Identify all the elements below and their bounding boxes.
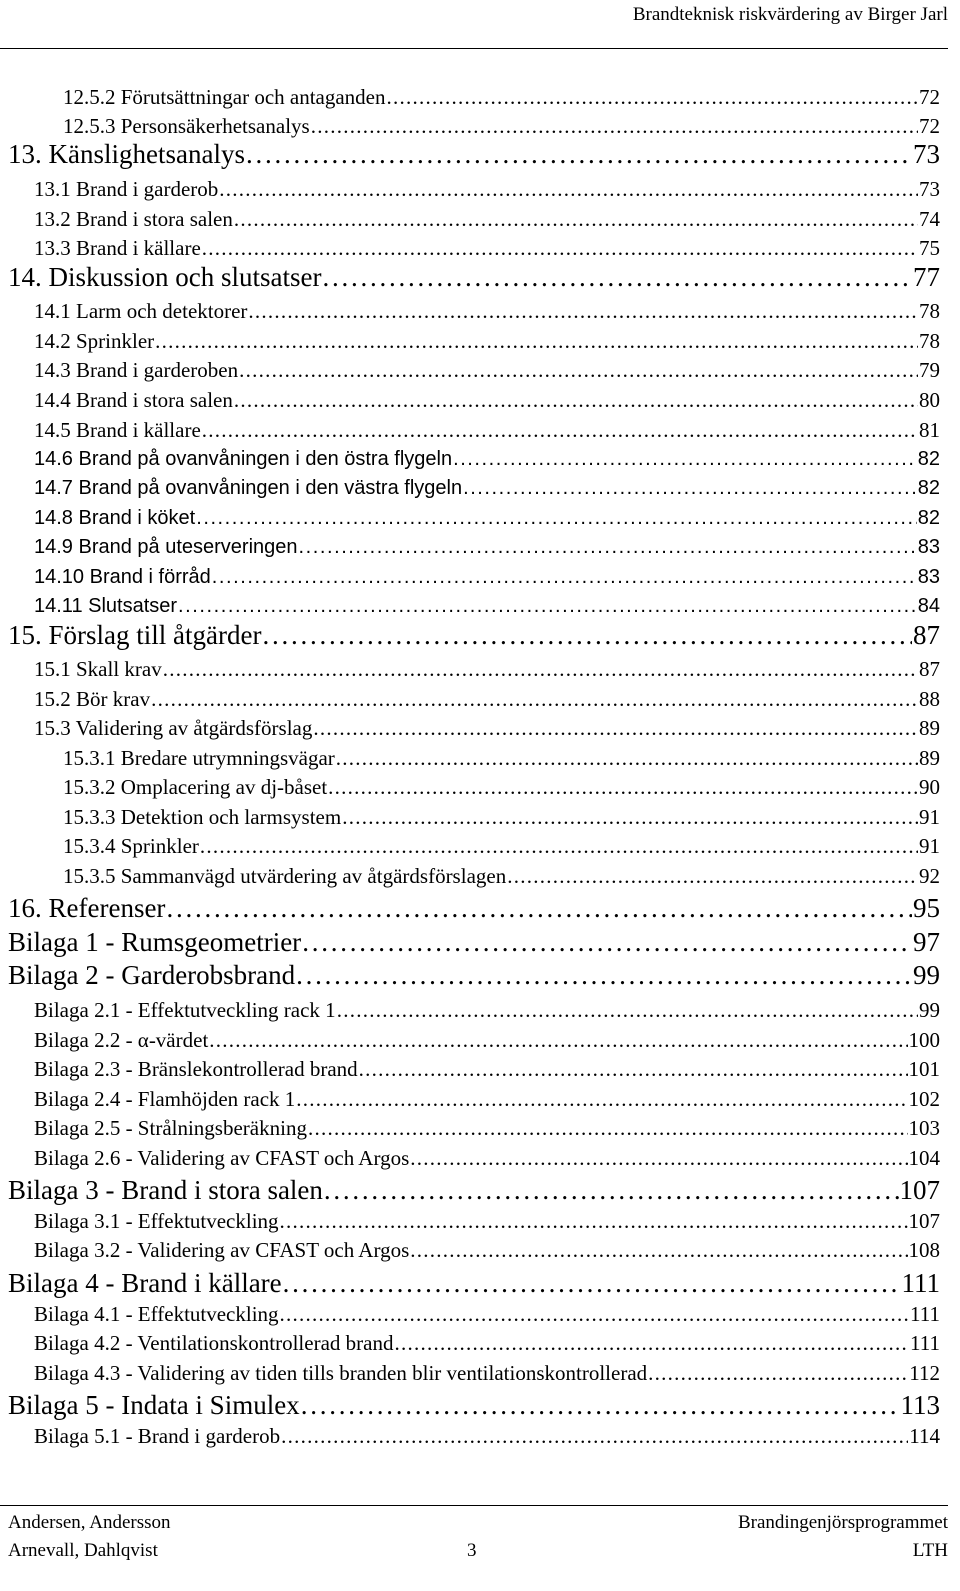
- toc-entry-page: 89: [919, 716, 940, 740]
- page-footer: [0, 1505, 948, 1561]
- toc-entry[interactable]: [34, 446, 940, 473]
- toc-entry-label: Bilaga 5 - Indata i Simulex: [8, 1390, 300, 1420]
- toc-entry-label: 15. Förslag till åtgärder: [8, 620, 262, 650]
- toc-entry[interactable]: [63, 113, 940, 140]
- toc-leader-dots: [248, 298, 918, 325]
- toc-entry-label: 12.5.3 Personsäkerhetsanalys: [63, 114, 310, 138]
- toc-leader-dots: [262, 619, 912, 651]
- toc-entry-page: 80: [919, 388, 940, 412]
- toc-entry-page: 87: [919, 657, 940, 681]
- toc-entry-page: 73: [919, 177, 940, 201]
- toc-entry-page: 101: [908, 1057, 940, 1081]
- toc-entry-page: 91: [919, 805, 940, 829]
- toc-entry[interactable]: [34, 1086, 940, 1113]
- toc-entry-page: 82: [917, 507, 940, 529]
- toc-entry-label: Bilaga 2.3 - Bränslekontrollerad brand: [34, 1057, 358, 1081]
- toc-entry-label: Bilaga 2 - Garderobsbrand: [8, 960, 296, 990]
- footer-institution: LTH: [912, 1540, 948, 1561]
- toc-entry-page: 89: [919, 746, 940, 770]
- toc-entry[interactable]: [8, 138, 940, 170]
- toc-entry-label: 14.10 Brand i förråd: [34, 566, 211, 588]
- toc-entry[interactable]: [8, 959, 940, 991]
- toc-entry-page: 82: [917, 448, 940, 470]
- toc-entry-page: 74: [919, 207, 940, 231]
- toc-entry[interactable]: [8, 1389, 940, 1421]
- toc-entry[interactable]: [34, 656, 940, 683]
- toc-entry[interactable]: [63, 745, 940, 772]
- toc-entry-page: 91: [919, 834, 940, 858]
- toc-leader-dots: [219, 176, 918, 203]
- toc-entry-page: 88: [919, 687, 940, 711]
- toc-entry-label: 15.3.1 Bredare utrymningsvägar: [63, 746, 335, 770]
- toc-entry-label: 12.5.2 Förutsättningar och antaganden: [63, 85, 386, 109]
- toc-leader-dots: [342, 804, 918, 831]
- toc-entry-page: 75: [919, 236, 940, 260]
- toc-leader-dots: [463, 475, 917, 502]
- toc-entry-label: 15.3.2 Omplacering av dj-båset: [63, 775, 328, 799]
- toc-entry[interactable]: [34, 1145, 940, 1172]
- toc-entry-label: 15.3.3 Detektion och larmsystem: [63, 805, 342, 829]
- toc-entry[interactable]: [34, 328, 940, 355]
- toc-leader-dots: [209, 1027, 907, 1054]
- toc-leader-dots: [410, 1145, 907, 1172]
- toc-entry-page: 107: [908, 1209, 940, 1233]
- toc-entry-page: 114: [909, 1424, 940, 1448]
- toc-leader-dots: [324, 1174, 899, 1206]
- page-number: 3: [467, 1540, 477, 1561]
- toc-entry[interactable]: [34, 1330, 940, 1357]
- toc-leader-dots: [507, 863, 918, 890]
- toc-entry-label: 14.1 Larm och detektorer: [34, 299, 248, 323]
- toc-leader-dots: [299, 534, 917, 561]
- toc-entry-page: 83: [917, 536, 940, 558]
- toc-entry-page: 97: [913, 927, 940, 957]
- toc-leader-dots: [281, 1423, 908, 1450]
- toc-leader-dots: [301, 1389, 900, 1421]
- toc-leader-dots: [453, 446, 917, 473]
- toc-entry-label: Bilaga 1 - Rumsgeometrier: [8, 927, 302, 957]
- toc-entry-label: Bilaga 2.5 - Strålningsberäkning: [34, 1116, 307, 1140]
- toc-leader-dots: [234, 387, 918, 414]
- toc-entry-page: 111: [910, 1331, 940, 1355]
- toc-entry[interactable]: [63, 863, 940, 890]
- toc-entry-label: 13.2 Brand i stora salen: [34, 207, 233, 231]
- toc-leader-dots: [337, 997, 918, 1024]
- toc-entry-label: Bilaga 4.2 - Ventilationskontrollerad brand: [34, 1331, 394, 1355]
- toc-entry[interactable]: [34, 387, 940, 414]
- toc-entry[interactable]: [8, 892, 940, 924]
- toc-entry-label: Bilaga 2.1 - Effektutveckling rack 1: [34, 998, 336, 1022]
- toc-entry[interactable]: [34, 298, 940, 325]
- toc-leader-dots: [239, 357, 918, 384]
- toc-leader-dots: [394, 1330, 909, 1357]
- toc-leader-dots: [328, 774, 918, 801]
- toc-entry-page: 111: [910, 1302, 940, 1326]
- toc-entry[interactable]: [8, 926, 940, 958]
- toc-entry[interactable]: [34, 357, 940, 384]
- toc-entry-label: 15.1 Skall krav: [34, 657, 162, 681]
- toc-leader-dots: [311, 113, 918, 140]
- toc-entry[interactable]: [34, 593, 940, 620]
- toc-entry[interactable]: [8, 619, 940, 651]
- toc-leader-dots: [359, 1056, 908, 1083]
- toc-entry-page: 90: [919, 775, 940, 799]
- toc-leader-dots: [178, 593, 917, 620]
- toc-entry[interactable]: [34, 686, 940, 713]
- toc-leader-dots: [280, 1208, 908, 1235]
- toc-entry-page: 73: [913, 139, 940, 169]
- toc-entry-page: 81: [919, 418, 940, 442]
- toc-entry-label: 14.11 Slutsatser: [34, 595, 178, 617]
- toc-entry-page: 113: [900, 1390, 940, 1420]
- toc-entry-label: 16. Referenser: [8, 893, 166, 923]
- toc-leader-dots: [296, 1086, 907, 1113]
- toc-entry-page: 111: [901, 1268, 940, 1298]
- toc-entry-label: Bilaga 2.6 - Validering av CFAST och Argos: [34, 1146, 410, 1170]
- toc-entry[interactable]: [63, 84, 940, 111]
- page-header: [0, 0, 948, 49]
- toc-entry-label: Bilaga 4.3 - Validering av tiden tills branden blir ventilationskontrollerad: [34, 1361, 648, 1385]
- toc-entry-label: 15.3.4 Sprinkler: [63, 834, 199, 858]
- toc-entry-page: 102: [908, 1087, 940, 1111]
- toc-leader-dots: [313, 715, 918, 742]
- toc-entry-page: 77: [913, 262, 940, 292]
- toc-leader-dots: [202, 417, 918, 444]
- toc-entry-page: 82: [917, 477, 940, 499]
- running-title: Brandteknisk riskvärdering av Birger Jarl: [632, 4, 948, 25]
- toc-entry[interactable]: [34, 1237, 940, 1264]
- toc-entry-page: 72: [919, 114, 940, 138]
- toc-entry[interactable]: [34, 1115, 940, 1142]
- toc-entry[interactable]: [34, 1423, 940, 1450]
- toc-entry[interactable]: [8, 261, 940, 293]
- footer-authors-line-1: Andersen, Andersson: [8, 1512, 171, 1533]
- toc-entry[interactable]: [63, 774, 940, 801]
- toc-leader-dots: [166, 892, 912, 924]
- toc-entry[interactable]: [34, 417, 940, 444]
- toc-entry-page: 99: [919, 998, 940, 1022]
- toc-leader-dots: [336, 745, 918, 772]
- toc-leader-dots: [155, 328, 918, 355]
- toc-leader-dots: [387, 84, 918, 111]
- toc-entry[interactable]: [34, 206, 940, 233]
- footer-authors-line-2: Arnevall, Dahlqvist: [8, 1540, 158, 1561]
- toc-entry-page: 84: [917, 595, 940, 617]
- toc-entry-page: 107: [899, 1175, 940, 1205]
- toc-entry-label: Bilaga 3 - Brand i stora salen: [8, 1175, 323, 1205]
- toc-entry-page: 92: [919, 864, 940, 888]
- toc-entry-label: 14.4 Brand i stora salen: [34, 388, 233, 412]
- toc-leader-dots: [163, 656, 918, 683]
- toc-entry-label: 13.1 Brand i garderob: [34, 177, 219, 201]
- toc-entry-label: Bilaga 4.1 - Effektutveckling: [34, 1302, 279, 1326]
- toc-entry[interactable]: [63, 804, 940, 831]
- toc-entry-label: Bilaga 3.1 - Effektutveckling: [34, 1209, 279, 1233]
- toc-entry[interactable]: [8, 1267, 940, 1299]
- toc-entry-label: 15.2 Bör krav: [34, 687, 151, 711]
- toc-entry-label: Bilaga 2.4 - Flamhöjden rack 1: [34, 1087, 296, 1111]
- toc-leader-dots: [308, 1115, 908, 1142]
- toc-entry-label: 14.9 Brand på uteserveringen: [34, 536, 298, 558]
- toc-entry-label: 14.8 Brand i köket: [34, 507, 196, 529]
- toc-entry-page: 99: [913, 960, 940, 990]
- toc-leader-dots: [283, 1267, 901, 1299]
- toc-entry-label: 15.3.5 Sammanvägd utvärdering av åtgärdsförslagen: [63, 864, 507, 888]
- toc-entry-page: 87: [913, 620, 940, 650]
- toc-entry[interactable]: [63, 833, 940, 860]
- toc-leader-dots: [296, 959, 912, 991]
- toc-entry[interactable]: [34, 1027, 940, 1054]
- toc-entry-page: 78: [919, 299, 940, 323]
- toc-entry-label: 15.3 Validering av åtgärdsförslag: [34, 716, 313, 740]
- toc-entry-label: 14.3 Brand i garderoben: [34, 358, 239, 382]
- toc-leader-dots: [302, 926, 912, 958]
- toc-entry-page: 78: [919, 329, 940, 353]
- toc-entry-label: 14. Diskussion och slutsatser: [8, 262, 322, 292]
- toc-leader-dots: [196, 505, 917, 532]
- toc-entry-page: 83: [917, 566, 940, 588]
- toc-leader-dots: [648, 1360, 908, 1387]
- toc-leader-dots: [202, 235, 918, 262]
- toc-leader-dots: [410, 1237, 907, 1264]
- toc-entry-page: 79: [919, 358, 940, 382]
- toc-leader-dots: [280, 1301, 910, 1328]
- toc-entry[interactable]: [34, 564, 940, 591]
- footer-program: Brandingenjörsprogrammet: [737, 1512, 948, 1533]
- toc-leader-dots: [234, 206, 918, 233]
- toc-entry-label: Bilaga 4 - Brand i källare: [8, 1268, 282, 1298]
- toc-entry-label: 13. Känslighetsanalys: [8, 139, 245, 169]
- toc-entry-label: 14.7 Brand på ovanvåningen i den västra flygeln: [34, 477, 463, 499]
- toc-entry-label: 13.3 Brand i källare: [34, 236, 201, 260]
- toc-entry-label: Bilaga 2.2 - α-värdet: [34, 1028, 209, 1052]
- toc-entry[interactable]: [34, 1360, 940, 1387]
- toc-leader-dots: [200, 833, 918, 860]
- toc-entry-page: 72: [919, 85, 940, 109]
- toc-entry[interactable]: [34, 1056, 940, 1083]
- toc-entry-page: 95: [913, 893, 940, 923]
- toc-leader-dots: [151, 686, 918, 713]
- toc-entry[interactable]: [34, 475, 940, 502]
- toc-entry-label: 14.5 Brand i källare: [34, 418, 201, 442]
- toc-entry[interactable]: [34, 534, 940, 561]
- toc-entry[interactable]: [34, 715, 940, 742]
- toc-entry[interactable]: [34, 235, 940, 262]
- toc-entry[interactable]: [34, 1208, 940, 1235]
- toc-entry-page: 112: [909, 1361, 940, 1385]
- toc-entry-page: 104: [908, 1146, 940, 1170]
- toc-entry[interactable]: [34, 997, 940, 1024]
- toc-leader-dots: [246, 138, 912, 170]
- toc-entry[interactable]: [34, 1301, 940, 1328]
- toc-entry[interactable]: [34, 505, 940, 532]
- toc-entry-label: 14.2 Sprinkler: [34, 329, 155, 353]
- toc-entry[interactable]: [8, 1174, 940, 1206]
- toc-leader-dots: [212, 564, 917, 591]
- toc-entry-page: 108: [908, 1238, 940, 1262]
- toc-leader-dots: [323, 261, 913, 293]
- toc-entry[interactable]: [34, 176, 940, 203]
- toc-entry-label: 14.6 Brand på ovanvåningen i den östra flygeln: [34, 448, 453, 470]
- toc-entry-page: 100: [908, 1028, 940, 1052]
- toc-entry-page: 103: [908, 1116, 940, 1140]
- toc-entry-label: Bilaga 5.1 - Brand i garderob: [34, 1424, 281, 1448]
- toc-entry-label: Bilaga 3.2 - Validering av CFAST och Argos: [34, 1238, 410, 1262]
